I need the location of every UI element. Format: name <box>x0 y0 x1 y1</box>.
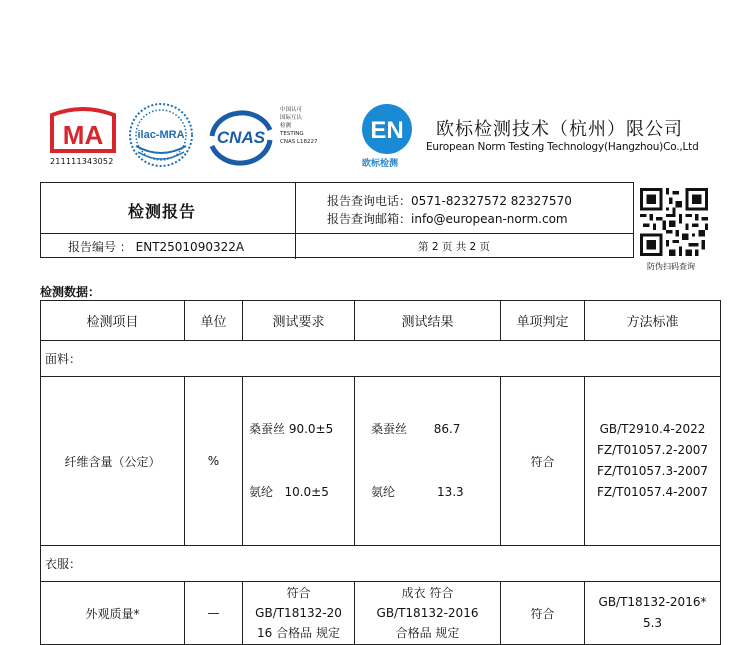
ilac-text: ilac-MRA <box>137 129 185 141</box>
table-row <box>41 377 721 546</box>
section-row-garment <box>41 546 721 582</box>
cma-text: MA <box>62 120 104 150</box>
en-mark: EN <box>370 117 404 144</box>
query-email: 报告查询邮箱：info@european-norm.com <box>327 212 568 226</box>
cma-code: 211111343052 <box>50 157 114 166</box>
header-standard: 方法标准 <box>585 301 721 341</box>
header-requirement: 测试要求 <box>243 301 355 341</box>
item-cell: 纤维含量（公定） <box>41 377 185 546</box>
judgement-cell: 符合 <box>501 377 585 546</box>
en-label: 欧标检测 <box>362 159 399 169</box>
cnas-logo <box>204 106 278 168</box>
section-row-fabric <box>41 341 721 377</box>
judgement-cell: 符合 <box>501 582 585 645</box>
ilac-mra-logo <box>126 100 196 170</box>
item-cell: 外观质量* <box>41 582 185 645</box>
unit-cell: — <box>185 582 243 645</box>
section-title: 检测数据： <box>40 285 101 299</box>
company-name-cn: 欧标检测技术（杭州）限公司 <box>436 119 683 140</box>
report-number: 报告编号 ： ENT2501090322A <box>68 240 245 254</box>
requirement-cell: 符合 GB/T18132-20 16 合格品 规定 <box>243 582 355 645</box>
section-label: 衣服： <box>41 546 721 582</box>
test-data-table <box>40 300 721 645</box>
standard-cell: GB/T18132-2016* 5.3 <box>585 582 721 645</box>
table-row <box>41 582 721 645</box>
result-cell: 成衣 符合 GB/T18132-2016 合格品 规定 <box>355 582 501 645</box>
report-title: 检测报告 <box>128 202 197 221</box>
cnas-text: CNAS <box>216 128 266 147</box>
page-info: 第 2 页 共 2 页 <box>418 241 491 253</box>
header-item: 检测项目 <box>41 301 185 341</box>
query-phone: 报告查询电话：0571-82327572 82327570 <box>327 194 572 208</box>
section-label: 面料： <box>41 341 721 377</box>
qr-label: 防伪扫码查询 <box>647 262 695 271</box>
table-header-row <box>41 301 721 341</box>
header-judgement: 单项判定 <box>501 301 585 341</box>
cnas-side-text: 中国认可 国际互认 检测 TESTING CNAS L18227 <box>280 107 318 145</box>
header-unit: 单位 <box>185 301 243 341</box>
unit-cell: % <box>185 377 243 546</box>
standard-cell: GB/T2910.4-2022 FZ/T01057.2-2007 FZ/T01057.3-2007 FZ/T01057.4-2007 <box>585 377 721 546</box>
header-result: 测试结果 <box>355 301 501 341</box>
result-cell: 桑蚕丝 86.7 氨纶 13.3 <box>355 377 501 546</box>
qr-code-icon[interactable] <box>640 188 708 256</box>
company-name-en: European Norm Testing Technology(Hangzhou)Co.,Ltd <box>426 141 699 153</box>
en-logo <box>360 102 414 156</box>
requirement-cell: 桑蚕丝 90.0±5 氨纶 10.0±5 <box>243 377 355 546</box>
